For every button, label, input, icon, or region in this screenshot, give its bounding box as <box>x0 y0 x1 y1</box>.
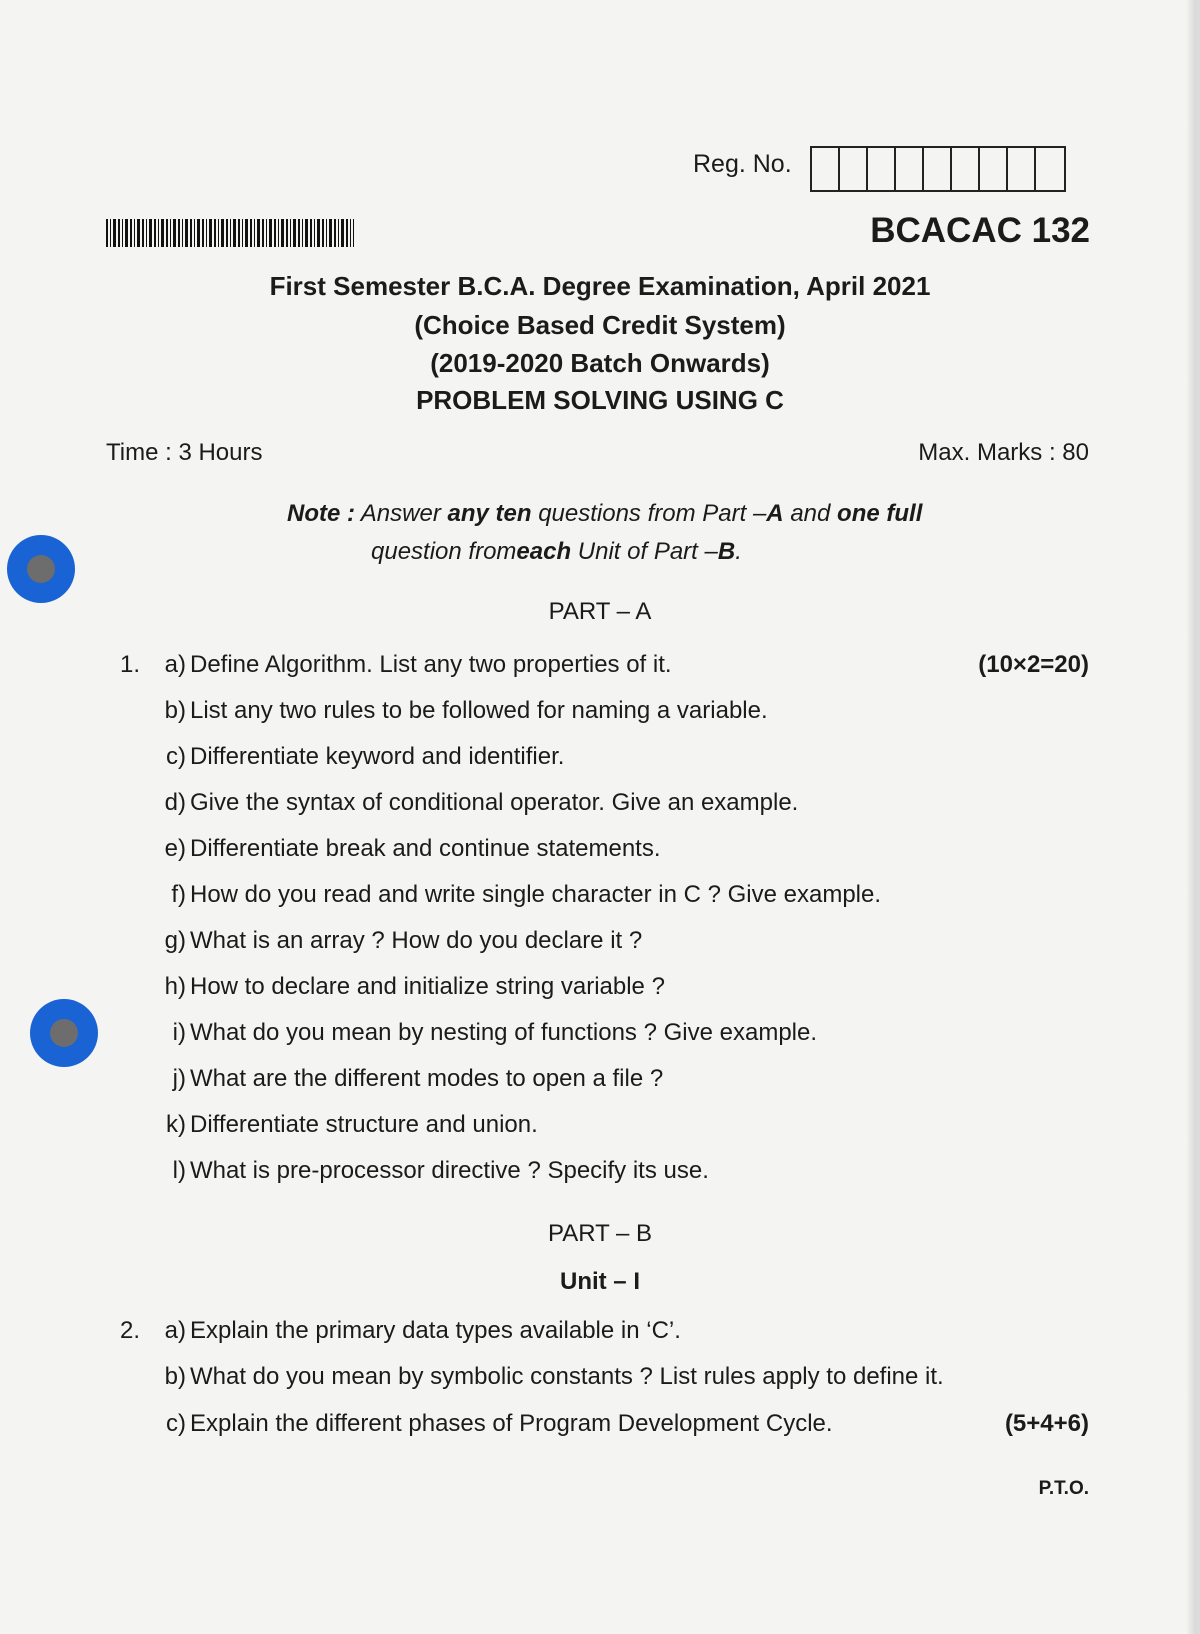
question-item: What do you mean by symbolic constants ? List rules apply to define it. <box>190 1363 944 1390</box>
item-letter: b) <box>164 1363 186 1390</box>
note-text: question from <box>371 538 517 565</box>
reg-no-box <box>812 148 840 190</box>
note-emphasis: A <box>766 500 784 527</box>
item-letter: l) <box>172 1157 186 1184</box>
note-emphasis: one full <box>837 500 923 527</box>
item-letter: h) <box>164 973 186 1000</box>
reg-no-box <box>896 148 924 190</box>
question-number: 2. <box>120 1317 141 1344</box>
item-letter: k) <box>166 1111 186 1138</box>
item-letter: g) <box>164 927 186 954</box>
reg-no-box <box>1036 148 1064 190</box>
pto-label: P.T.O. <box>1038 1478 1089 1499</box>
reg-no-boxes <box>810 146 1066 192</box>
part-b-heading: PART – B <box>547 1220 653 1247</box>
question-item: What is pre-processor directive ? Specify its use. <box>190 1157 709 1184</box>
question-number: 1. <box>120 651 141 678</box>
item-letter: a) <box>164 651 186 678</box>
item-letter: c) <box>166 1410 186 1437</box>
question-item: Define Algorithm. List any two properties of it. <box>190 651 672 678</box>
question-item: How do you read and write single character in C ? Give example. <box>190 881 882 908</box>
paper-code: BCACAC 132 <box>870 211 1090 250</box>
note-text: Unit of Part – <box>577 538 718 565</box>
note-line-1 <box>287 500 922 528</box>
question-marks: (5+4+6) <box>1004 1410 1089 1437</box>
exam-title: First Semester B.C.A. Degree Examination, April 2021 <box>269 271 931 301</box>
question-item: Give the syntax of conditional operator. Give an example. <box>190 789 799 816</box>
item-letter: d) <box>164 789 186 816</box>
note-emphasis: any ten <box>447 500 532 527</box>
item-letter: j) <box>172 1065 186 1092</box>
note-emphasis: each <box>516 538 572 565</box>
question-item: What are the different modes to open a file ? <box>190 1065 664 1092</box>
note-text: and <box>790 500 831 527</box>
item-letter: b) <box>164 697 186 724</box>
max-marks: Max. Marks : 80 <box>918 439 1089 466</box>
punch-hole <box>30 999 98 1067</box>
question-item: Differentiate structure and union. <box>190 1111 538 1138</box>
question-item: Differentiate break and continue statements. <box>190 835 661 862</box>
question-item: What do you mean by nesting of functions ? Give example. <box>190 1019 818 1046</box>
note-text: questions from Part – <box>538 500 767 527</box>
batch-info: (2019-2020 Batch Onwards) <box>430 348 770 378</box>
reg-no-box <box>980 148 1008 190</box>
item-letter: e) <box>164 835 186 862</box>
reg-no-label: Reg. No. <box>693 150 792 178</box>
question-item: Differentiate keyword and identifier. <box>190 743 565 770</box>
reg-no-box <box>840 148 868 190</box>
item-letter: f) <box>171 881 186 908</box>
unit-heading: Unit – I <box>559 1268 640 1295</box>
barcode <box>106 219 354 247</box>
subject-title: PROBLEM SOLVING USING C <box>416 385 784 415</box>
question-marks: (10×2=20) <box>978 651 1089 678</box>
question-item: Explain the primary data types available in ‘C’. <box>190 1317 681 1344</box>
reg-no-box <box>952 148 980 190</box>
note-text: . <box>735 538 742 565</box>
question-item: List any two rules to be followed for naming a variable. <box>190 697 768 724</box>
question-item: How to declare and initialize string variable ? <box>190 973 665 1000</box>
question-item: Explain the different phases of Program Development Cycle. <box>190 1410 833 1437</box>
question-item: What is an array ? How do you declare it ? <box>190 927 643 954</box>
reg-no-box <box>1008 148 1036 190</box>
reg-no-box <box>924 148 952 190</box>
page-edge-shadow <box>1186 0 1196 1634</box>
reg-no-box <box>868 148 896 190</box>
note-text: Answer <box>360 500 441 527</box>
note-line-2 <box>371 538 742 566</box>
note-label: Note : <box>287 500 355 527</box>
punch-hole <box>7 535 75 603</box>
time-allowed: Time : 3 Hours <box>106 439 263 466</box>
item-letter: c) <box>166 743 186 770</box>
credit-system: (Choice Based Credit System) <box>414 310 786 340</box>
item-letter: i) <box>172 1019 186 1046</box>
item-letter: a) <box>164 1317 186 1344</box>
part-a-heading: PART – A <box>548 598 652 625</box>
note-emphasis: B <box>717 538 736 565</box>
